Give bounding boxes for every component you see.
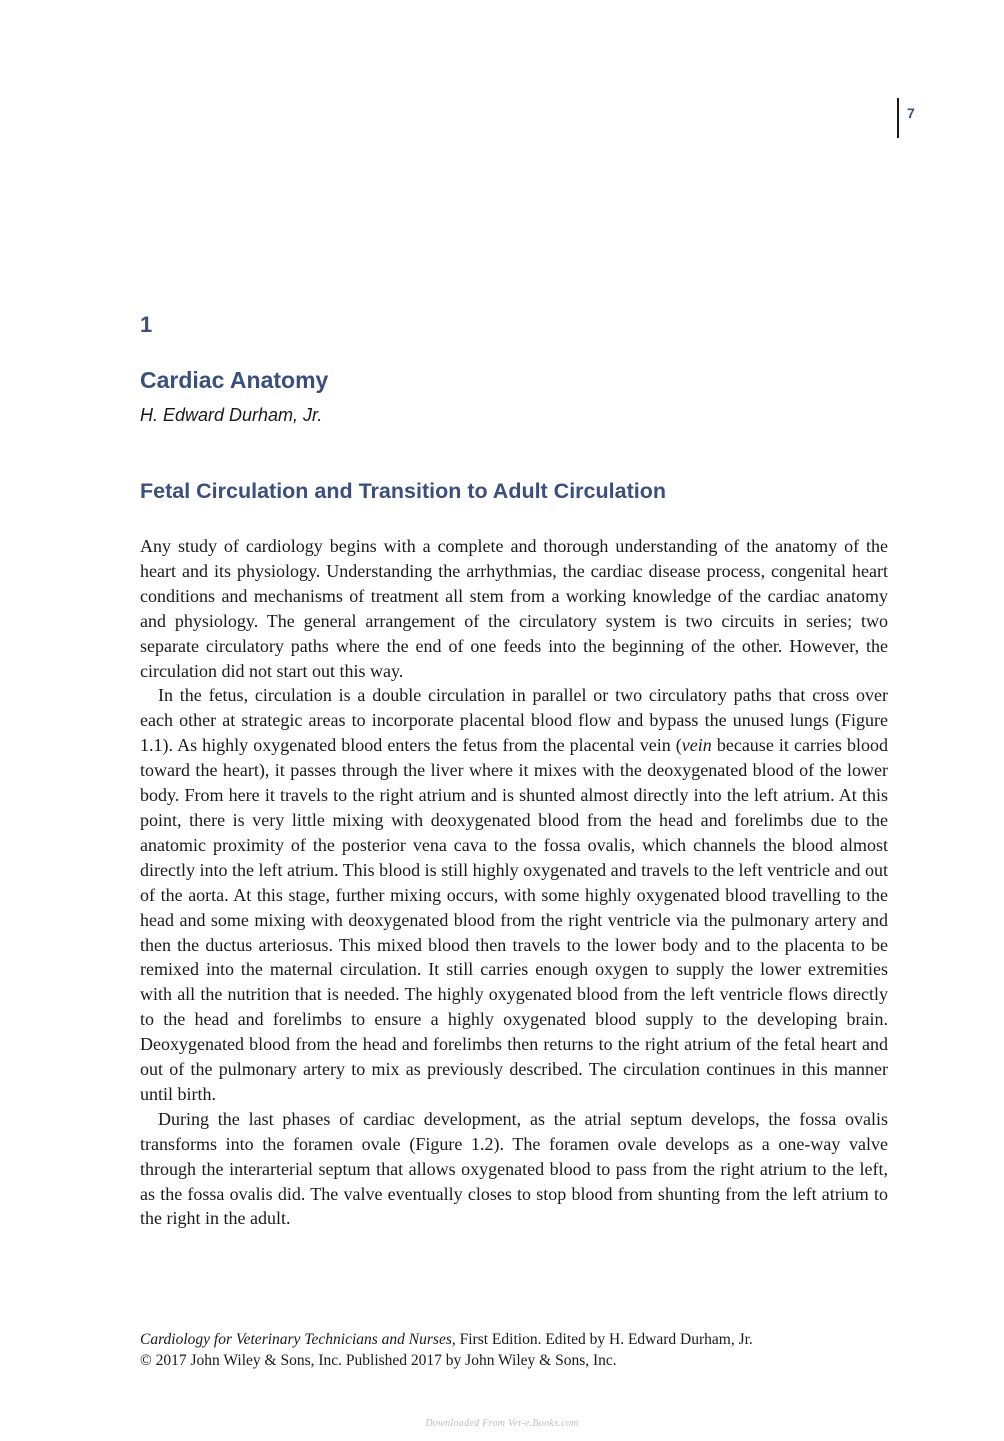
chapter-author: H. Edward Durham, Jr. [140, 405, 323, 425]
paragraph-2 [140, 683, 888, 1106]
footer-edition-line [140, 1329, 900, 1350]
chapter-title: Cardiac Anatomy [140, 367, 329, 393]
page-number: 7 [907, 105, 915, 121]
watermark: Downloaded From Vet-e.Books.com [425, 1418, 579, 1429]
paragraph-2-start: In the fetus, circulation is a double circulation in parallel or two circulatory paths that cross over each other at strategic areas to incorporate placental blood flow and bypass the unused lungs (Figure 1.1). As highly oxygenated blood enters the fetus from the placental vein ( [140, 685, 888, 756]
body-text [140, 534, 888, 1231]
paragraph-3: During the last phases of cardiac development, as the atrial septum develops, the fossa ovalis transforms into the foramen ovale (Figure 1.2). The foramen ovale develops as a one-way valve through the interarterial septum that allows oxygenated blood to pass from the right atrium to the left, as the fossa ovalis did. The valve eventually closes to stop blood from shunting from the left atrium to the right in the adult. [140, 1108, 888, 1229]
footer-edition-text: , First Edition. Edited by H. Edward Durham, Jr. [451, 1331, 753, 1348]
page-number-rule [897, 98, 915, 138]
section-heading: Fetal Circulation and Transition to Adult Circulation [140, 479, 666, 503]
paragraph-2-end: because it carries blood toward the heart), it passes through the liver where it mixes with the deoxygenated blood of the lower body. From here it travels to the right atrium and is shunted almost directly into the left atrium. At this point, there is very little mixing with deoxygenated blood from the head and forelimbs due to the anatomic proximity of the posterior vena cava to the fossa ovalis, which channels the blood almost directly into the left atrium. This blood is still highly oxygenated and travels to the left ventricle and out of the aorta. At this stage, further mixing occurs, with some highly oxygenated blood travelling to the head and some mixing with deoxygenated blood from the right ventricle via the pulmonary artery and then the ductus arteriosus. This mixed blood then travels to the lower body and to the placenta to be remixed into the maternal circulation. It still carries enough oxygen to supply the lower extremities with all the nutrition that is needed. The highly oxygenated blood from the left ventricle flows directly to the head and forelimbs to ensure a highly oxygenated blood supply to the developing brain. Deoxygenated blood from the head and forelimbs then returns to the right atrium of the fetal heart and out of the pulmonary artery to mix as previously described. The circulation continues in this manner until birth. [140, 735, 889, 1104]
chapter-number: 1 [140, 312, 153, 337]
paragraph-2-italic-term: vein [681, 735, 712, 756]
footer-copyright: © 2017 John Wiley & Sons, Inc. Published 2017 by John Wiley & Sons, Inc. [140, 1352, 617, 1369]
paragraph-1: Any study of cardiology begins with a complete and thorough understanding of the anatomy of the heart and its physiology. Understanding the arrhythmias, the cardiac disease process, congenital heart conditions and mechanisms of treatment all stem from a working knowledge of the cardiac anatomy and physiology. The general arrangement of the circulatory system is two circuits in series; two separate circulatory paths where the end of one feeds into the beginning of the other. However, the circulation did not start out this way. [140, 536, 888, 681]
footer [140, 1329, 900, 1371]
footer-book-title: Cardiology for Veterinary Technicians and Nurses [140, 1331, 452, 1348]
